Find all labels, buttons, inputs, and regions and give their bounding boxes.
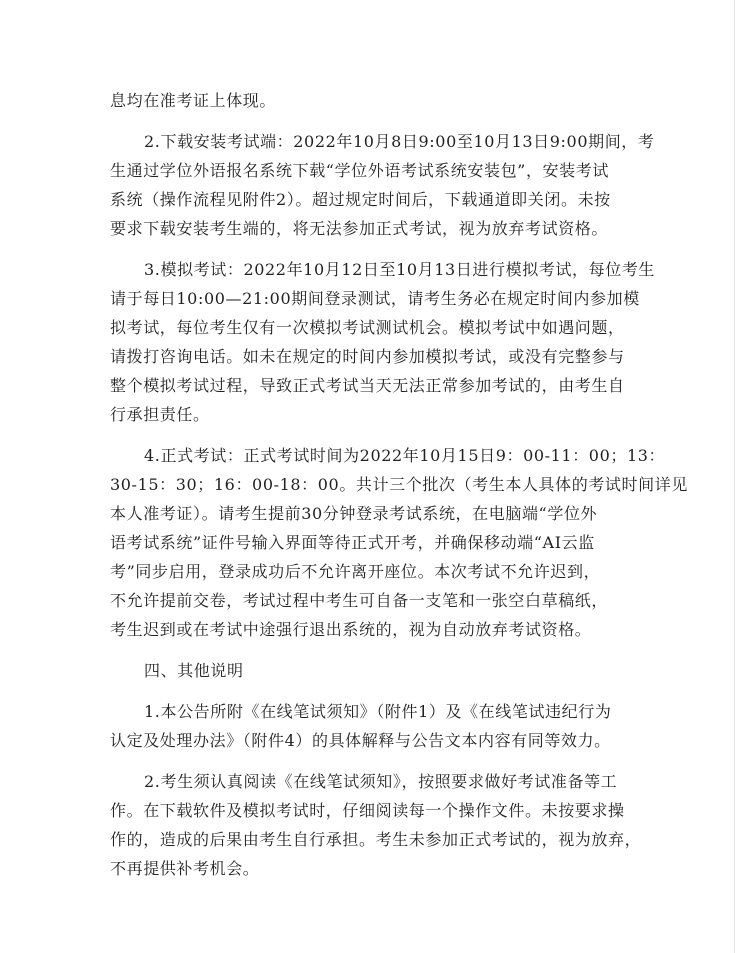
text-line: 作的，造成的后果由考生自行承担。考生未参加正式考试的，视为放弃， bbox=[110, 830, 642, 849]
paragraph-intro-tail bbox=[110, 86, 640, 115]
text-line: 生通过学位外语报名系统下载“学位外语考试系统安装包”，安装考试 bbox=[110, 161, 609, 180]
text-line: 行承担责任。 bbox=[110, 405, 210, 424]
text-line: 拟考试，每位考生仅有一次模拟考试测试机会。模拟考试中如遇问题， bbox=[110, 318, 625, 337]
text-line: 不再提供补考机会。 bbox=[110, 859, 260, 878]
text-line: 整个模拟考试过程，导致正式考试当天无法正常参加考试的，由考生自 bbox=[110, 376, 625, 395]
text-line: 要求下载安装考生端的，将无法参加正式考试，视为放弃考试资格。 bbox=[110, 219, 609, 238]
text-line: 考生迟到或在考试中途强行退出系统的，视为自动放弃考试资格。 bbox=[110, 620, 592, 639]
text-line: 请于每日10:00—21:00期间登录测试，请考生务必在规定时间内参加模 bbox=[110, 289, 640, 308]
paragraph-download-install bbox=[110, 127, 655, 243]
text-line: 认定及处理办法》（附件4）的具体解释与公告文本内容有同等效力。 bbox=[110, 731, 611, 750]
text-line: 2.考生须认真阅读《在线笔试须知》，按照要求做好考试准备等工 bbox=[144, 772, 618, 791]
text-line: 息均在准考证上体现。 bbox=[110, 91, 277, 110]
text-line: 语考试系统”证件号输入界面等待正式开考，并确保移动端“AI云监 bbox=[110, 533, 595, 552]
text-line: 不允许提前交卷，考试过程中考生可自备一支笔和一张空白草稿纸， bbox=[110, 591, 609, 610]
text-line: 本人准考证）。请考生提前30分钟登录考试系统，在电脑端“学位外 bbox=[110, 504, 598, 523]
text-line: 2.下载安装考试端：2022年10月8日9:00至10月13日9:00期间，考 bbox=[144, 132, 655, 151]
text-line: 30-15：30；16：00-18：00。共计三个批次（考生本人具体的考试时间详见 bbox=[110, 475, 688, 494]
text-line: 4.正式考试：正式考试时间为2022年10月15日9：00-11：00；13： bbox=[144, 446, 666, 465]
text-line: 3.模拟考试：2022年10月12日至10月13日进行模拟考试，每位考生 bbox=[144, 260, 656, 279]
paragraph-formal-exam bbox=[110, 441, 688, 644]
paragraph-read-instructions bbox=[110, 767, 640, 883]
text-line: 考”同步启用，登录成功后不允许离开座位。本次考试不允许迟到， bbox=[110, 562, 601, 581]
section-heading bbox=[110, 656, 640, 685]
text-line: 系统（操作流程见附件2）。超过规定时间后，下载通道即关闭。未按 bbox=[110, 190, 611, 209]
paragraph-mock-exam bbox=[110, 255, 656, 429]
document-body bbox=[110, 86, 688, 895]
paragraph-notice-effect bbox=[110, 697, 640, 755]
text-line: 1.本公告所附《在线笔试须知》（附件1）及《在线笔试违纪行为 bbox=[144, 702, 612, 721]
text-line: 作。在下载软件及模拟考试时，仔细阅读每一个操作文件。未按要求操 bbox=[110, 801, 625, 820]
section-heading-text: 四、其他说明 bbox=[144, 661, 244, 680]
text-line: 请拨打咨询电话。如未在规定的时间内参加模拟考试，或没有完整参与 bbox=[110, 347, 625, 366]
